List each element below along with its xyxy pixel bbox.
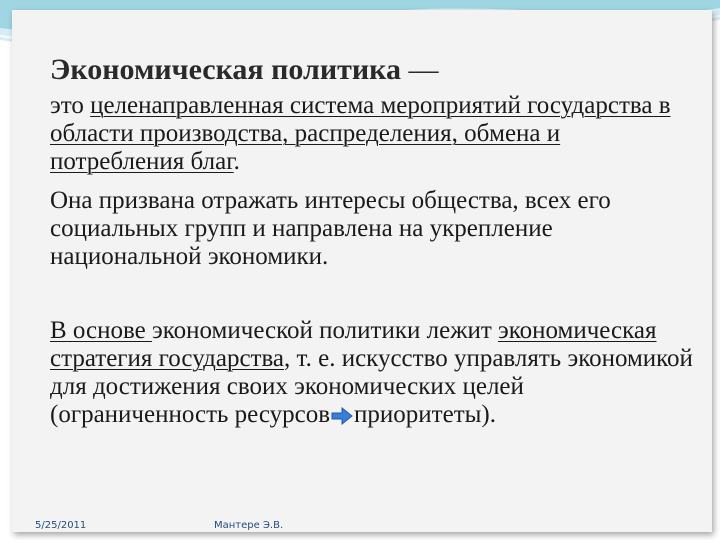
paragraph-definition bbox=[50, 92, 700, 176]
footer-date: 5/25/2011 bbox=[35, 520, 87, 531]
slide-card bbox=[12, 10, 712, 532]
p3-mid: экономической политики лежит bbox=[152, 317, 499, 344]
footer-author: Мантере Э.В. bbox=[214, 520, 284, 531]
p1-definition: целенаправленная система мероприятий государства в области производства, распределения, обмена и потребления благ bbox=[50, 92, 671, 175]
p3-after-arrow: приоритеты). bbox=[354, 401, 497, 428]
p1-lead: это bbox=[50, 92, 91, 119]
right-arrow-icon bbox=[331, 407, 353, 425]
p1-end: . bbox=[233, 148, 240, 175]
p3-strategy: экономическая стратегия государства bbox=[50, 317, 657, 372]
title-dash: — bbox=[401, 53, 439, 86]
p3-rest: , т. е. искусство управлять экономикой для достижения своих экономических целей (ограниченность ресурсов bbox=[50, 345, 693, 428]
paragraph-purpose: Она призвана отражать интересы общества, всех его социальных групп и направлена на укрепление национальной экономики. bbox=[50, 187, 611, 270]
p3-lead: В основе bbox=[50, 317, 153, 344]
slide-title bbox=[50, 52, 439, 88]
title-term: Экономическая политика bbox=[50, 53, 402, 86]
paragraph-strategy bbox=[50, 317, 700, 429]
